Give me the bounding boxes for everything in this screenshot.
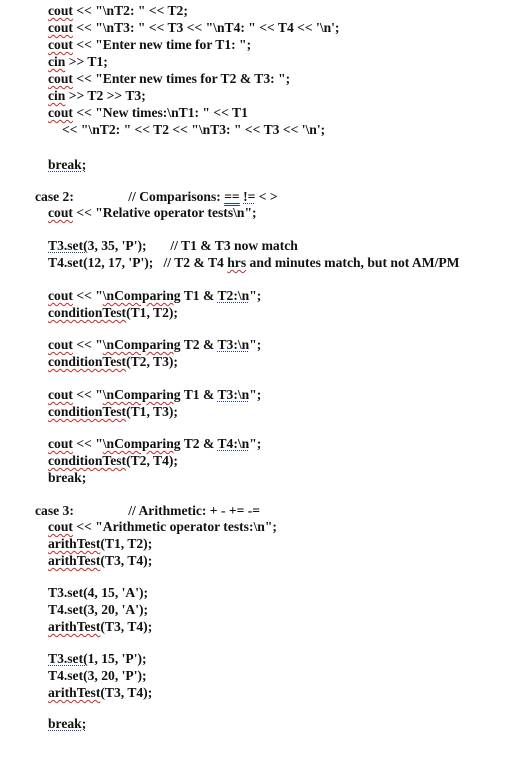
code-token: T1 & — [180, 387, 218, 402]
code-token: T2 & — [180, 436, 218, 451]
marked-token: T4:\n — [217, 436, 250, 451]
code-line — [62, 122, 325, 138]
code-token: T4.set(12, 17, 'P'); // T2 & T4 — [48, 255, 228, 270]
marked-token: cout — [48, 288, 73, 303]
marked-token: arithTest — [48, 619, 101, 634]
code-token: (T3, T4); — [100, 685, 153, 700]
code-token: << " — [72, 387, 103, 402]
code-line — [48, 436, 261, 452]
code-token: T4.set(3, 20, 'A'); — [48, 602, 149, 617]
code-token: "; — [249, 436, 262, 451]
marked-token: break; — [48, 157, 87, 172]
marked-token: cout — [48, 20, 73, 35]
code-token: << "\nT3: " << T3 << "\nT4: " << T4 << '\n'; — [72, 20, 340, 35]
code-line — [48, 716, 86, 732]
code-token: T1 & — [180, 288, 218, 303]
marked-token: cin — [48, 88, 66, 103]
code-line — [48, 105, 248, 121]
code-line — [48, 255, 459, 271]
code-token: < > — [255, 189, 278, 204]
code-line — [48, 602, 148, 618]
code-token: (T2, T3); — [126, 354, 178, 369]
code-token: << " — [72, 288, 103, 303]
code-token: >> T2 >> T3; — [65, 88, 146, 103]
code-line — [48, 404, 178, 420]
code-token: case 2: — [35, 189, 74, 204]
code-token: break; — [48, 470, 87, 485]
code-line — [48, 387, 261, 403]
code-token: T3.set(4, 15, 'A'); — [48, 585, 149, 600]
code-line — [48, 585, 148, 601]
code-line — [48, 88, 146, 104]
marked-token: cout — [48, 337, 73, 352]
marked-token: conditionTest — [48, 305, 127, 320]
marked-token: \nComparing — [102, 436, 181, 451]
marked-token: == — [224, 189, 240, 204]
code-line — [48, 205, 257, 221]
code-token: (T3, T4); — [100, 619, 153, 634]
marked-token: \nComparing — [102, 288, 181, 303]
code-line — [48, 37, 251, 53]
marked-token: conditionTest — [48, 354, 127, 369]
marked-token: cout — [48, 519, 73, 534]
code-line — [48, 20, 339, 36]
code-token: (T1, T2); — [100, 536, 153, 551]
marked-token: cout — [48, 387, 73, 402]
code-line — [48, 354, 178, 370]
code-token: << "Enter new time for T1: "; — [72, 37, 252, 52]
code-token: (T2, T4); — [126, 453, 178, 468]
marked-token: arithTest — [48, 553, 101, 568]
code-line — [35, 189, 278, 205]
marked-token: cout — [48, 3, 73, 18]
code-line — [48, 668, 147, 684]
code-token: // Arithmetic: + - += -= — [73, 503, 261, 518]
code-line — [48, 337, 261, 353]
marked-token: arithTest — [48, 536, 101, 551]
marked-token: T3:\n — [217, 387, 250, 402]
code-token: 1, 15, 'P'); — [87, 651, 147, 666]
code-token: 3, 35, 'P'); // T1 & T3 now match — [87, 238, 298, 253]
code-token: T4.set(3, 20, 'P'); — [48, 668, 147, 683]
marked-token: T2:\n — [217, 288, 250, 303]
marked-token: hrs — [227, 255, 247, 270]
marked-token: cout — [48, 436, 73, 451]
code-token: << "\nT2: " << T2 << "\nT3: " << T3 << '\n'; — [62, 122, 326, 137]
code-token: "; — [249, 387, 262, 402]
marked-token: T3.set( — [48, 651, 88, 666]
code-token: >> T1; — [65, 54, 108, 69]
code-line — [48, 305, 178, 321]
code-token: << " — [72, 436, 103, 451]
code-token: << "Relative operator tests\n"; — [72, 205, 257, 220]
code-token: (T1, T3); — [126, 404, 178, 419]
code-line — [48, 536, 152, 552]
code-line — [48, 553, 152, 569]
code-line — [48, 519, 277, 535]
code-line — [48, 651, 147, 667]
code-line — [48, 71, 290, 87]
marked-token: break; — [48, 716, 87, 731]
code-line — [48, 54, 108, 70]
marked-token: conditionTest — [48, 404, 127, 419]
marked-token: != — [243, 189, 256, 204]
marked-token: cout — [48, 37, 73, 52]
code-line — [48, 619, 152, 635]
code-token: << "Arithmetic operator tests:\n"; — [72, 519, 277, 534]
code-token: << " — [72, 337, 103, 352]
marked-token: cout — [48, 205, 73, 220]
code-token: T2 & — [180, 337, 218, 352]
marked-token: \nComparing — [102, 387, 181, 402]
code-line — [48, 453, 178, 469]
code-line — [48, 470, 86, 486]
code-token: (T3, T4); — [100, 553, 153, 568]
code-line — [48, 685, 152, 701]
code-line — [48, 238, 298, 254]
code-token: << "Enter new times for T2 & T3: "; — [72, 71, 291, 86]
code-line — [35, 503, 260, 519]
code-line — [48, 288, 261, 304]
code-token: case 3: — [35, 503, 74, 518]
code-line — [48, 3, 188, 19]
marked-token: conditionTest — [48, 453, 127, 468]
code-token: (T1, T2); — [126, 305, 178, 320]
marked-token: cout — [48, 105, 73, 120]
code-token: // Comparisons: — [73, 189, 225, 204]
code-token: << "\nT2: " << T2; — [72, 3, 188, 18]
code-token: "; — [249, 337, 262, 352]
marked-token: cout — [48, 71, 73, 86]
marked-token: cin — [48, 54, 66, 69]
marked-token: T3:\n — [217, 337, 250, 352]
code-token: << "New times:\nT1: " << T1 — [72, 105, 248, 120]
code-token: and minutes match, but not AM/PM — [246, 255, 460, 270]
code-token: "; — [249, 288, 262, 303]
marked-token: arithTest — [48, 685, 101, 700]
marked-token: T3.set( — [48, 238, 88, 253]
marked-token: \nComparing — [102, 337, 181, 352]
code-line — [48, 157, 86, 173]
